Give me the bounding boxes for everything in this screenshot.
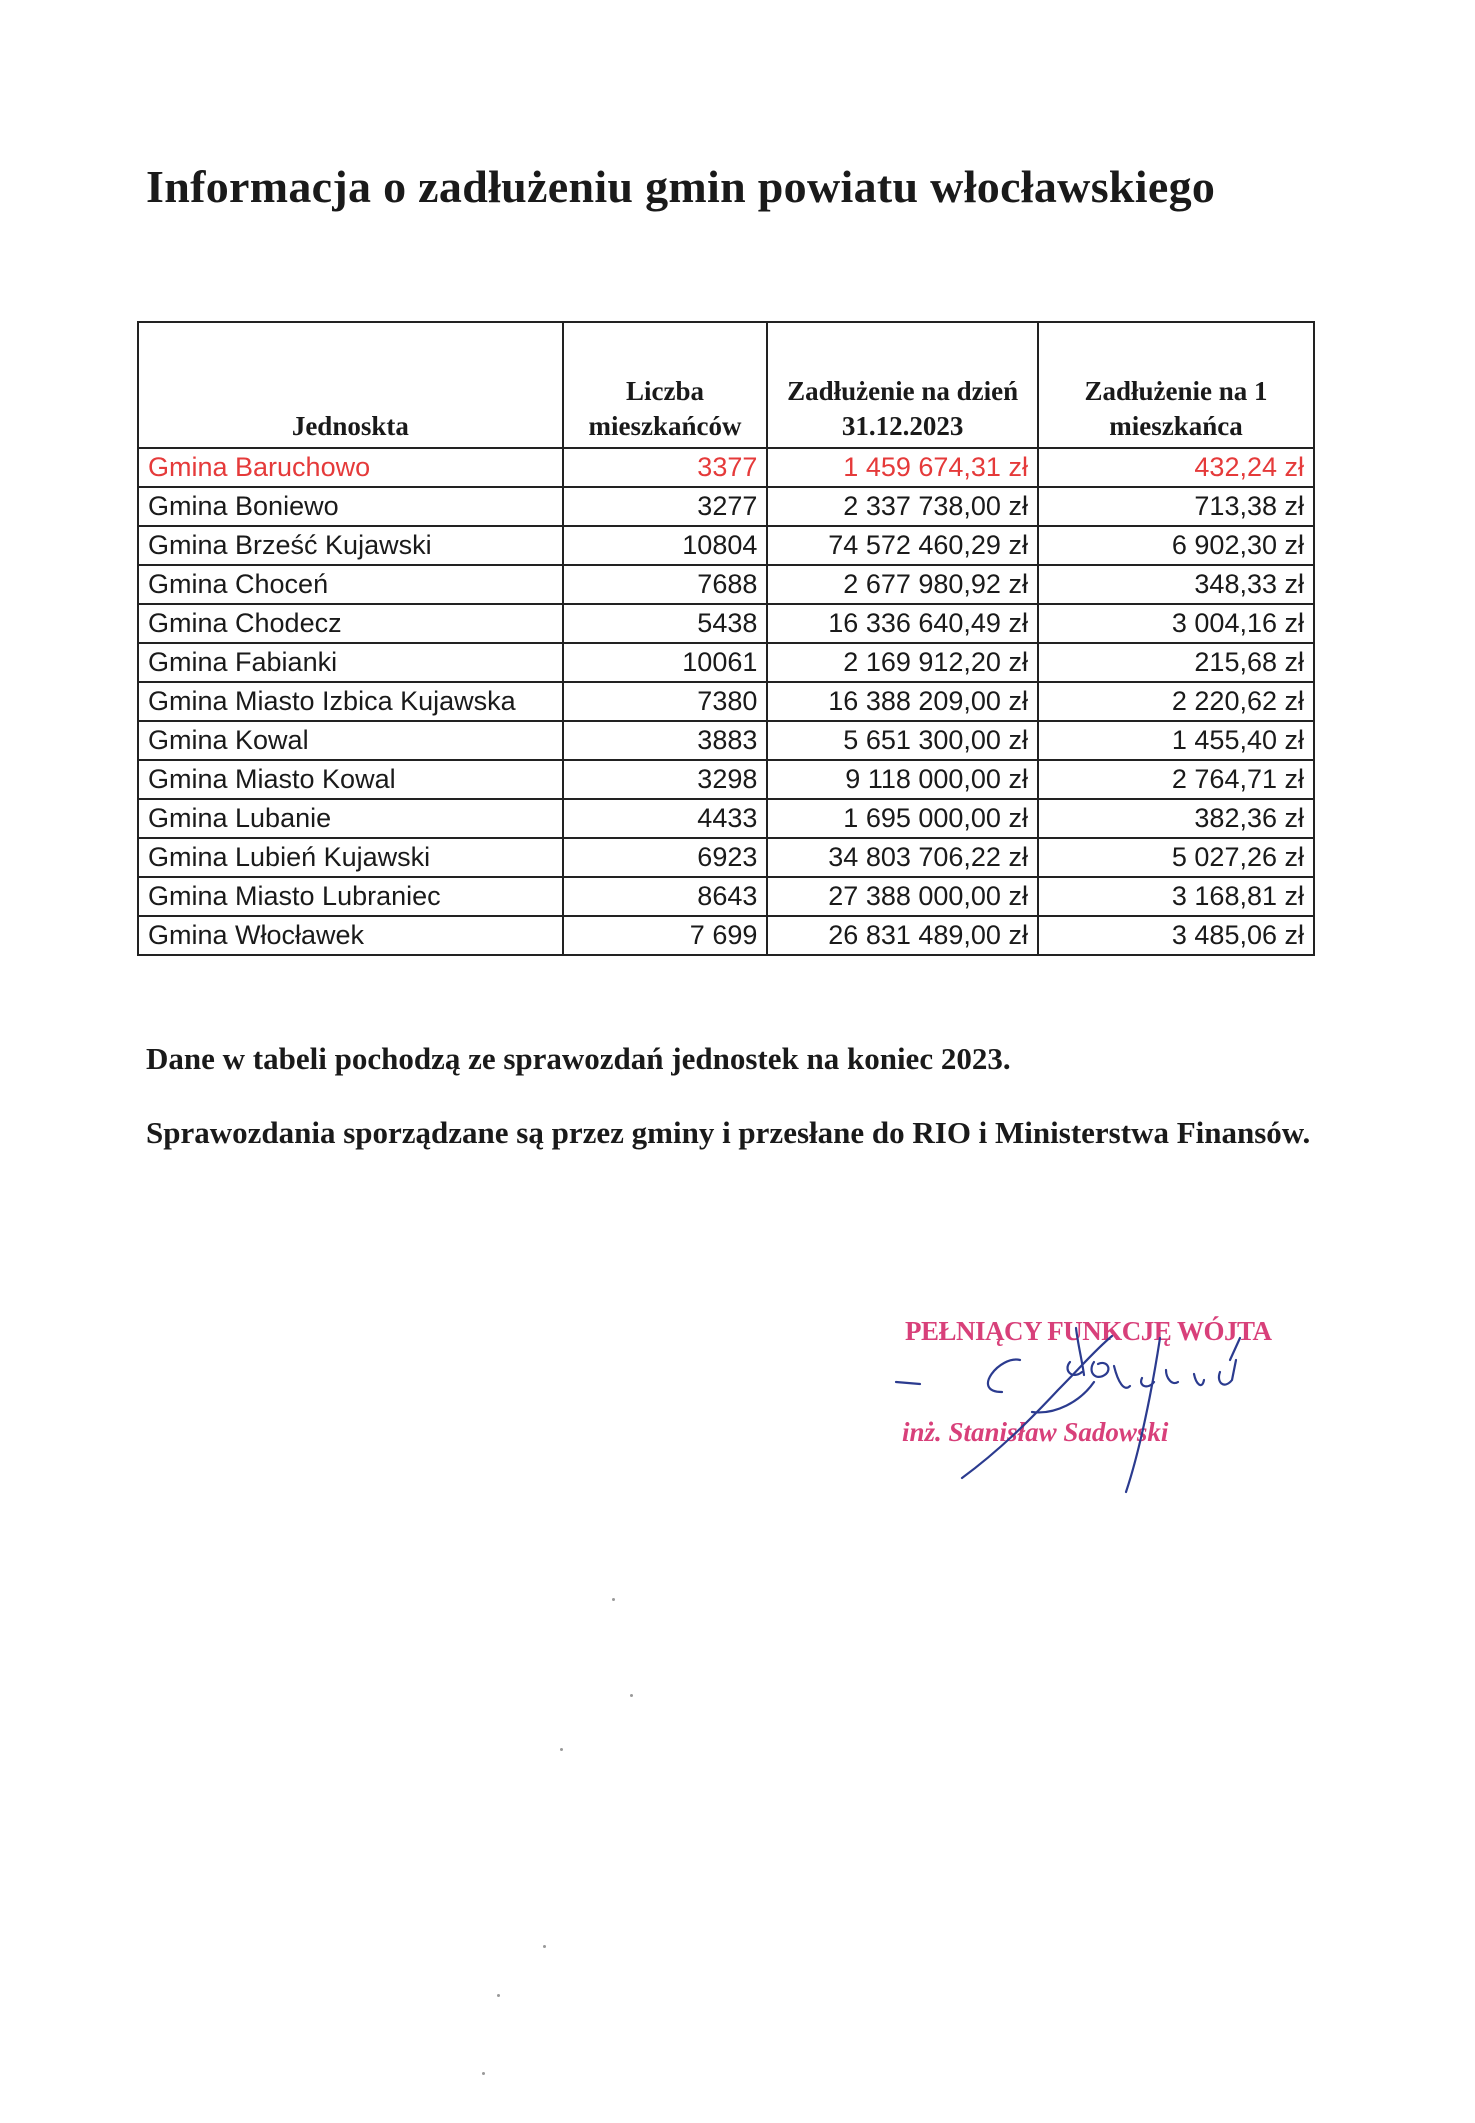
header-unit: Jednoskta — [138, 322, 563, 448]
cell-debt: 2 677 980,92 zł — [767, 565, 1038, 604]
table-row — [138, 604, 1314, 643]
cell-population: 3377 — [563, 448, 768, 487]
cell-per-capita: 2 220,62 zł — [1038, 682, 1314, 721]
table-row — [138, 448, 1314, 487]
cell-unit-name: Gmina Kowal — [138, 721, 563, 760]
table-row — [138, 916, 1314, 955]
stamp-function-text: PEŁNIĄCY FUNKCJĘ WÓJTA — [905, 1316, 1272, 1346]
header-population: Liczba mieszkańców — [563, 322, 768, 448]
cell-debt: 34 803 706,22 zł — [767, 838, 1038, 877]
cell-population: 6923 — [563, 838, 768, 877]
cell-population: 5438 — [563, 604, 768, 643]
cell-debt: 16 388 209,00 zł — [767, 682, 1038, 721]
cell-per-capita: 3 004,16 zł — [1038, 604, 1314, 643]
cell-population: 10804 — [563, 526, 768, 565]
cell-unit-name: Gmina Lubanie — [138, 799, 563, 838]
cell-per-capita: 432,24 zł — [1038, 448, 1314, 487]
table-body — [138, 448, 1314, 955]
cell-unit-name: Gmina Lubień Kujawski — [138, 838, 563, 877]
table-row — [138, 643, 1314, 682]
table-row — [138, 838, 1314, 877]
cell-per-capita: 215,68 zł — [1038, 643, 1314, 682]
cell-population: 10061 — [563, 643, 768, 682]
official-stamp — [880, 1300, 1300, 1500]
cell-unit-name: Gmina Fabianki — [138, 643, 563, 682]
cell-debt: 9 118 000,00 zł — [767, 760, 1038, 799]
cell-per-capita: 3 485,06 zł — [1038, 916, 1314, 955]
cell-population: 8643 — [563, 877, 768, 916]
cell-population: 3298 — [563, 760, 768, 799]
cell-per-capita: 6 902,30 zł — [1038, 526, 1314, 565]
cell-debt: 74 572 460,29 zł — [767, 526, 1038, 565]
cell-population: 7380 — [563, 682, 768, 721]
table-header-row — [138, 322, 1314, 448]
cell-population: 7 699 — [563, 916, 768, 955]
header-per-capita: Zadłużenie na 1 mieszkańca — [1038, 322, 1314, 448]
cell-per-capita: 713,38 zł — [1038, 487, 1314, 526]
cell-population: 4433 — [563, 799, 768, 838]
debt-table — [137, 321, 1315, 956]
cell-population: 7688 — [563, 565, 768, 604]
cell-per-capita: 1 455,40 zł — [1038, 721, 1314, 760]
cell-debt: 26 831 489,00 zł — [767, 916, 1038, 955]
cell-population: 3883 — [563, 721, 768, 760]
scan-speck — [482, 2072, 485, 2075]
header-debt: Zadłużenie na dzień 31.12.2023 — [767, 322, 1038, 448]
cell-debt: 2 337 738,00 zł — [767, 487, 1038, 526]
table-row — [138, 877, 1314, 916]
table-row — [138, 487, 1314, 526]
scan-speck — [560, 1748, 563, 1751]
cell-debt: 16 336 640,49 zł — [767, 604, 1038, 643]
scan-speck — [630, 1694, 633, 1697]
cell-unit-name: Gmina Brześć Kujawski — [138, 526, 563, 565]
stamp-name-text: inż. Stanisław Sadowski — [902, 1417, 1169, 1447]
cell-debt: 1 695 000,00 zł — [767, 799, 1038, 838]
cell-unit-name: Gmina Miasto Izbica Kujawska — [138, 682, 563, 721]
scan-speck — [612, 1598, 615, 1601]
cell-debt: 27 388 000,00 zł — [767, 877, 1038, 916]
cell-per-capita: 3 168,81 zł — [1038, 877, 1314, 916]
cell-unit-name: Gmina Włocławek — [138, 916, 563, 955]
cell-per-capita: 2 764,71 zł — [1038, 760, 1314, 799]
source-note: Dane w tabeli pochodzą ze sprawozdań jednostek na koniec 2023. — [146, 1041, 1011, 1076]
document-title: Informacja o zadłużeniu gmin powiatu włocławskiego — [146, 161, 1216, 212]
cell-debt: 1 459 674,31 zł — [767, 448, 1038, 487]
cell-per-capita: 5 027,26 zł — [1038, 838, 1314, 877]
cell-unit-name: Gmina Miasto Lubraniec — [138, 877, 563, 916]
cell-unit-name: Gmina Baruchowo — [138, 448, 563, 487]
cell-population: 3277 — [563, 487, 768, 526]
cell-unit-name: Gmina Miasto Kowal — [138, 760, 563, 799]
table-row — [138, 760, 1314, 799]
cell-unit-name: Gmina Choceń — [138, 565, 563, 604]
table-row — [138, 682, 1314, 721]
handwritten-signature — [880, 1300, 1300, 1500]
cell-debt: 5 651 300,00 zł — [767, 721, 1038, 760]
scan-speck — [497, 1994, 500, 1997]
cell-unit-name: Gmina Chodecz — [138, 604, 563, 643]
scan-speck — [543, 1945, 546, 1948]
cell-per-capita: 348,33 zł — [1038, 565, 1314, 604]
cell-debt: 2 169 912,20 zł — [767, 643, 1038, 682]
cell-unit-name: Gmina Boniewo — [138, 487, 563, 526]
table-row — [138, 565, 1314, 604]
table-row — [138, 799, 1314, 838]
reports-note: Sprawozdania sporządzane są przez gminy i przesłane do RIO i Ministerstwa Finansów. — [146, 1115, 1311, 1150]
table-row — [138, 721, 1314, 760]
table-row — [138, 526, 1314, 565]
cell-per-capita: 382,36 zł — [1038, 799, 1314, 838]
